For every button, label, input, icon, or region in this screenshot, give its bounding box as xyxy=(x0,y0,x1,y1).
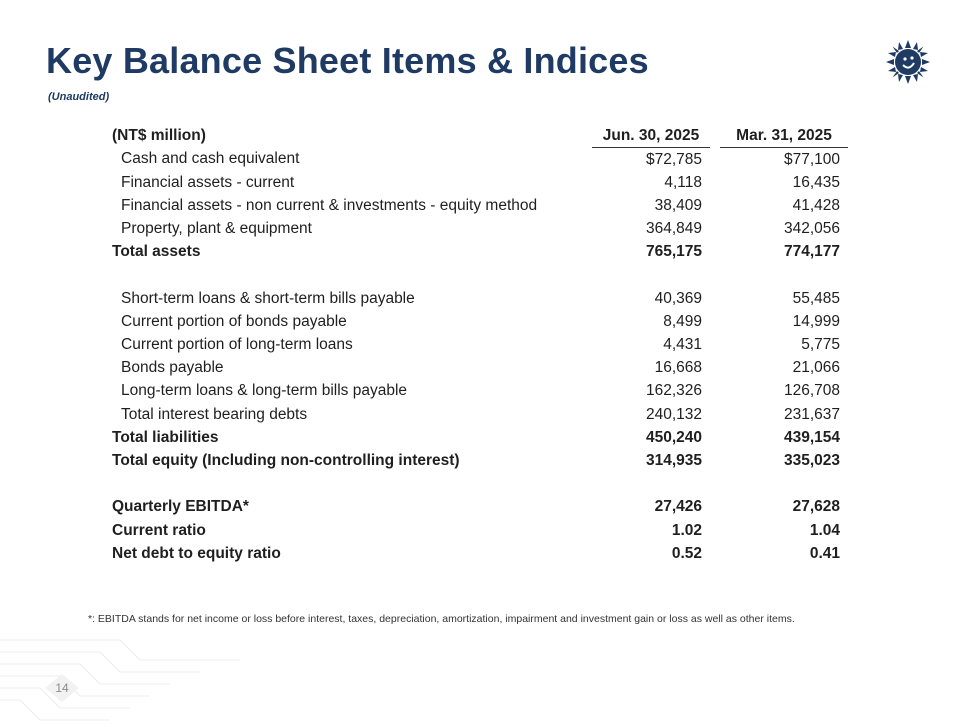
table-row xyxy=(112,148,848,172)
value-mar: 14,999 xyxy=(792,312,840,330)
row-label: Total assets xyxy=(112,243,201,261)
value-mar: 1.04 xyxy=(809,521,840,539)
table-row-total-equity xyxy=(112,449,848,472)
table-header-row xyxy=(112,125,848,148)
value-jun: 162,326 xyxy=(645,382,702,400)
row-label: Quarterly EBITDA* xyxy=(112,498,249,516)
row-label: Property, plant & equipment xyxy=(121,220,312,238)
value-jun: 1.02 xyxy=(671,521,702,539)
column-header-mar-2025: Mar. 31, 2025 xyxy=(720,125,848,148)
row-label: Current portion of long-term loans xyxy=(121,336,353,354)
value-mar: 41,428 xyxy=(792,196,840,214)
value-jun: 765,175 xyxy=(645,243,702,261)
ebitda-footnote: *: EBITDA stands for net income or loss before interest, taxes, depreciation, amortization, impairment and investment gain or loss as well as other items. xyxy=(88,613,795,625)
row-label: Cash and cash equivalent xyxy=(121,150,300,168)
table-row xyxy=(112,287,848,310)
value-mar: 55,485 xyxy=(792,289,840,307)
value-jun: 0.52 xyxy=(671,544,702,562)
value-mar: 0.41 xyxy=(809,544,840,562)
row-label: Short-term loans & short-term bills payable xyxy=(121,289,415,307)
page-number-text: 14 xyxy=(55,681,69,695)
row-label: Long-term loans & long-term bills payable xyxy=(121,382,408,400)
circuit-decoration xyxy=(0,630,260,725)
unit-label: (NT$ million) xyxy=(112,127,206,145)
value-mar: 126,708 xyxy=(783,382,840,400)
value-jun: 4,118 xyxy=(664,173,702,191)
balance-sheet-table xyxy=(112,125,848,565)
table-row-net-debt-ratio xyxy=(112,542,848,565)
row-label: Total equity (Including non-controlling interest) xyxy=(112,452,460,470)
value-mar: 5,775 xyxy=(801,336,840,354)
table-row-total-assets xyxy=(112,241,848,264)
row-label: Total interest bearing debts xyxy=(121,405,308,423)
value-jun: 314,935 xyxy=(645,452,702,470)
page-number xyxy=(44,673,80,703)
value-jun: 40,369 xyxy=(654,289,702,307)
row-label: Net debt to equity ratio xyxy=(112,544,281,562)
value-jun: 240,132 xyxy=(645,405,702,423)
spacer-row xyxy=(112,473,848,496)
table-row xyxy=(112,403,848,426)
value-jun: 450,240 xyxy=(645,428,702,446)
page-title: Key Balance Sheet Items & Indices xyxy=(46,40,649,81)
value-mar: 439,154 xyxy=(783,428,840,446)
table-row-total-liabilities xyxy=(112,426,848,449)
table-row xyxy=(112,380,848,403)
table-row xyxy=(112,171,848,194)
table-row xyxy=(112,334,848,357)
value-jun: 4,431 xyxy=(663,336,702,354)
unaudited-note: (Unaudited) xyxy=(48,91,110,103)
value-jun: 16,668 xyxy=(654,359,702,377)
value-mar: 27,628 xyxy=(792,498,840,516)
value-mar: 21,066 xyxy=(792,359,840,377)
row-label: Bonds payable xyxy=(121,359,224,377)
table-row xyxy=(112,194,848,217)
row-label: Current ratio xyxy=(112,521,206,539)
value-mar: 231,637 xyxy=(783,405,840,423)
column-header-jun-2025: Jun. 30, 2025 xyxy=(592,125,710,148)
table-row-current-ratio xyxy=(112,519,848,542)
value-jun: $72,785 xyxy=(645,150,702,168)
row-label: Financial assets - current xyxy=(121,173,295,191)
row-label: Current portion of bonds payable xyxy=(121,312,347,330)
value-jun: 27,426 xyxy=(654,498,702,516)
value-mar: 335,023 xyxy=(783,452,840,470)
table-row xyxy=(112,357,848,380)
value-jun: 8,499 xyxy=(663,312,702,330)
table-row-ebitda xyxy=(112,496,848,519)
value-jun: 364,849 xyxy=(645,220,702,238)
value-mar: $77,100 xyxy=(783,150,840,168)
sun-face-logo-icon xyxy=(884,38,932,86)
table-row xyxy=(112,218,848,241)
value-mar: 342,056 xyxy=(783,220,840,238)
table-row xyxy=(112,310,848,333)
value-mar: 16,435 xyxy=(792,173,840,191)
value-jun: 38,409 xyxy=(654,196,702,214)
row-label: Total liabilities xyxy=(112,428,219,446)
value-mar: 774,177 xyxy=(783,243,840,261)
spacer-row xyxy=(112,264,848,287)
row-label: Financial assets - non current & investments - equity method xyxy=(121,196,538,214)
